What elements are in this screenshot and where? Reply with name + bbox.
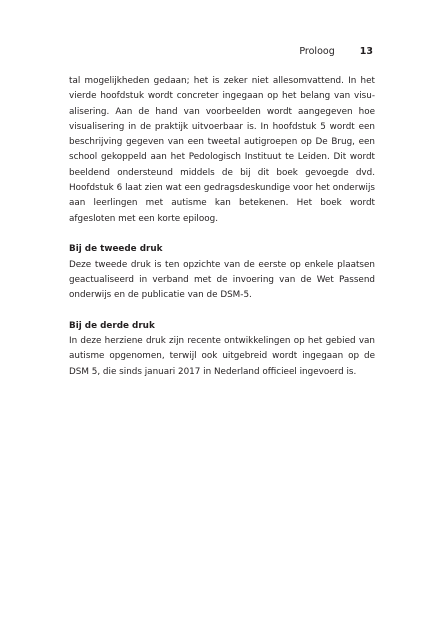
running-head-section-title: Proloog: [299, 46, 335, 57]
intro-paragraph: tal mogelijkheden gedaan; het is zeker niet allesomvattend. In het vierde hoofdstuk wordt concreter ingegaan op het belang van visualisering. Aan de hand van voorbeelden wordt aangegeven hoe visualisering in de praktijk uitvoerbaar is. In hoofdstuk 5 wordt een beschrijving gegeven van een tweetal autigroepen op De Brug, een school gekoppeld aan het Pedologisch Instituut te Leiden. Dit wordt beeldend ondersteund middels de bij dit boek gevoegde dvd. Hoofdstuk 6 laat zien wat een gedragsdeskundige voor het onderwijs aan leerlingen met autisme kan betekenen. Het boek wordt afgesloten met een korte epiloog.: [69, 76, 375, 224]
second-edition-paragraph: Deze tweede druk is ten opzichte van de eerste op enkele plaatsen geactualiseerd in verband met de invoering van de Wet Passend onderwijs en de publicatie van de DSM-5.: [69, 259, 375, 301]
page-number: 13: [359, 46, 373, 57]
paragraph-spacer: [69, 227, 375, 242]
third-edition-heading: Bij de derde druk: [69, 320, 155, 331]
second-edition-heading: Bij de tweede druk: [69, 244, 163, 255]
running-head: [299, 46, 373, 58]
paragraph-spacer: [69, 303, 375, 318]
third-edition-paragraph: In deze herziene druk zijn recente ontwikkelingen op het gebied van autisme opgenomen, terwijl ook uitgebreid wordt ingegaan op de DSM 5, die sinds januari 2017 in Nederland officieel ingevoerd is.: [69, 336, 375, 377]
body-text: [69, 74, 375, 380]
